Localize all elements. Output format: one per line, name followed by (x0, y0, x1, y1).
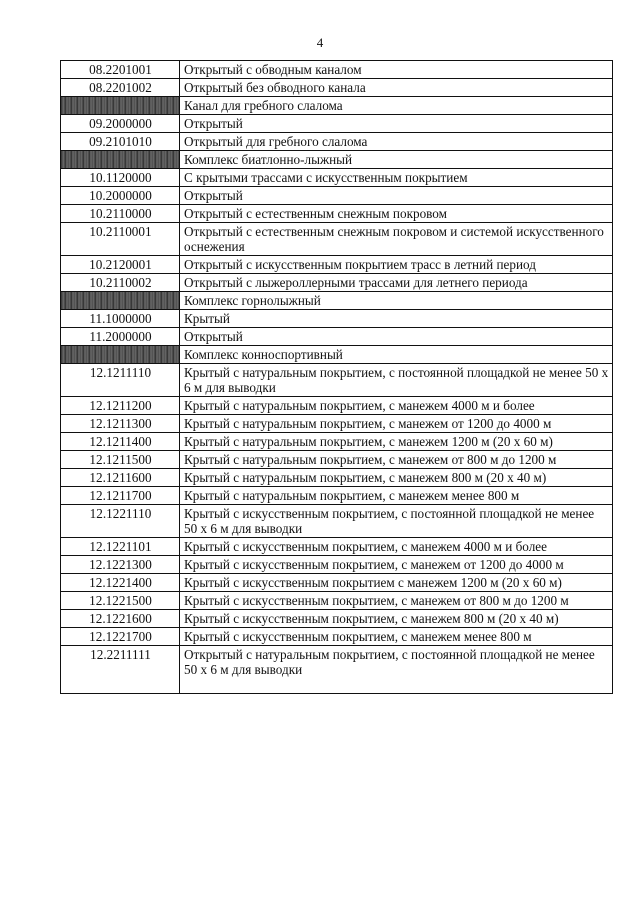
table-row (61, 505, 613, 538)
description-cell: Открытый с обводным каналом (180, 61, 613, 79)
table-row (61, 574, 613, 592)
description-cell: Крытый с натуральным покрытием, с манежем от 1200 до 4000 м (180, 415, 613, 433)
table-row (61, 79, 613, 97)
group-title-cell: Комплекс горнолыжный (180, 292, 613, 310)
group-marker-cell (61, 346, 180, 364)
table-row (61, 310, 613, 328)
code-cell: 08.2201002 (61, 79, 180, 97)
table-row (61, 646, 613, 694)
group-title-cell: Канал для гребного слалома (180, 97, 613, 115)
code-cell: 09.2101010 (61, 133, 180, 151)
code-cell: 10.2110002 (61, 274, 180, 292)
description-cell: Крытый с натуральным покрытием, с постоянной площадкой не менее 50 х 6 м для выводки (180, 364, 613, 397)
table-row (61, 256, 613, 274)
description-cell: Крытый с искусственным покрытием, с манежем 800 м (20 х 40 м) (180, 610, 613, 628)
code-cell: 10.2110000 (61, 205, 180, 223)
description-cell: Крытый с искусственным покрытием, с постоянной площадкой не менее 50 х 6 м для выводки (180, 505, 613, 538)
table-row (61, 223, 613, 256)
group-marker-cell (61, 97, 180, 115)
group-title-cell: Комплекс биатлонно-лыжный (180, 151, 613, 169)
description-cell: Крытый с натуральным покрытием, с манежем менее 800 м (180, 487, 613, 505)
table-row (61, 415, 613, 433)
code-cell: 08.2201001 (61, 61, 180, 79)
code-cell: 11.2000000 (61, 328, 180, 346)
code-cell: 12.1221110 (61, 505, 180, 538)
description-cell: Открытый для гребного слалома (180, 133, 613, 151)
code-cell: 09.2000000 (61, 115, 180, 133)
table-row (61, 487, 613, 505)
code-cell: 12.1221700 (61, 628, 180, 646)
description-cell: Открытый с лыжероллерными трассами для летнего периода (180, 274, 613, 292)
code-cell: 12.1211300 (61, 415, 180, 433)
code-cell: 12.1221300 (61, 556, 180, 574)
description-cell: Крытый (180, 310, 613, 328)
description-cell: Крытый с искусственным покрытием с манежем 1200 м (20 х 60 м) (180, 574, 613, 592)
code-cell: 12.1221101 (61, 538, 180, 556)
description-cell: Крытый с искусственным покрытием, с манежем от 1200 до 4000 м (180, 556, 613, 574)
table-group-row (61, 151, 613, 169)
code-cell: 12.1221400 (61, 574, 180, 592)
description-cell: Открытый без обводного канала (180, 79, 613, 97)
code-cell: 12.1211600 (61, 469, 180, 487)
code-cell: 10.2120001 (61, 256, 180, 274)
code-cell: 12.1211200 (61, 397, 180, 415)
code-cell: 12.1211400 (61, 433, 180, 451)
description-cell: Крытый с искусственным покрытием, с манежем менее 800 м (180, 628, 613, 646)
description-cell: Крытый с натуральным покрытием, с манежем 800 м (20 х 40 м) (180, 469, 613, 487)
table-group-row (61, 346, 613, 364)
description-cell: Крытый с натуральным покрытием, с манежем 4000 м и более (180, 397, 613, 415)
table-body (61, 61, 613, 694)
table-row (61, 61, 613, 79)
description-cell: Крытый с натуральным покрытием, с манежем от 800 м до 1200 м (180, 451, 613, 469)
description-cell: Крытый с искусственным покрытием, с манежем 4000 м и более (180, 538, 613, 556)
table-row (61, 592, 613, 610)
table-row (61, 364, 613, 397)
description-cell: Открытый (180, 328, 613, 346)
table-row (61, 556, 613, 574)
description-cell: Открытый с естественным снежным покровом и системой искусственного оснежения (180, 223, 613, 256)
table-row (61, 328, 613, 346)
table-row (61, 397, 613, 415)
code-cell: 10.2000000 (61, 187, 180, 205)
table-row (61, 433, 613, 451)
description-cell: Открытый (180, 115, 613, 133)
table-row (61, 133, 613, 151)
group-marker-cell (61, 292, 180, 310)
table-group-row (61, 97, 613, 115)
table-row (61, 628, 613, 646)
table-row (61, 469, 613, 487)
code-cell: 12.1211700 (61, 487, 180, 505)
description-cell: Крытый с искусственным покрытием, с манежем от 800 м до 1200 м (180, 592, 613, 610)
classification-table (60, 60, 613, 694)
table-row (61, 187, 613, 205)
table-row (61, 451, 613, 469)
description-cell: Открытый с искусственным покрытием трасс в летний период (180, 256, 613, 274)
code-cell: 10.1120000 (61, 169, 180, 187)
group-marker-cell (61, 151, 180, 169)
table-row (61, 610, 613, 628)
description-cell: Крытый с натуральным покрытием, с манежем 1200 м (20 х 60 м) (180, 433, 613, 451)
table-row (61, 274, 613, 292)
group-title-cell: Комплекс конноспортивный (180, 346, 613, 364)
code-cell: 11.1000000 (61, 310, 180, 328)
description-cell: Открытый с натуральным покрытием, с постоянной площадкой не менее 50 х 6 м для выводки (180, 646, 613, 694)
table-row (61, 205, 613, 223)
code-cell: 12.1221600 (61, 610, 180, 628)
page-number: 4 (316, 35, 324, 50)
code-cell: 12.1211500 (61, 451, 180, 469)
code-cell: 12.1211110 (61, 364, 180, 397)
table-row (61, 538, 613, 556)
table-group-row (61, 292, 613, 310)
table-row (61, 169, 613, 187)
code-cell: 12.1221500 (61, 592, 180, 610)
table-row (61, 115, 613, 133)
code-cell: 12.2211111 (61, 646, 180, 694)
description-cell: Открытый с естественным снежным покровом (180, 205, 613, 223)
description-cell: Открытый (180, 187, 613, 205)
description-cell: С крытыми трассами с искусственным покрытием (180, 169, 613, 187)
code-cell: 10.2110001 (61, 223, 180, 256)
